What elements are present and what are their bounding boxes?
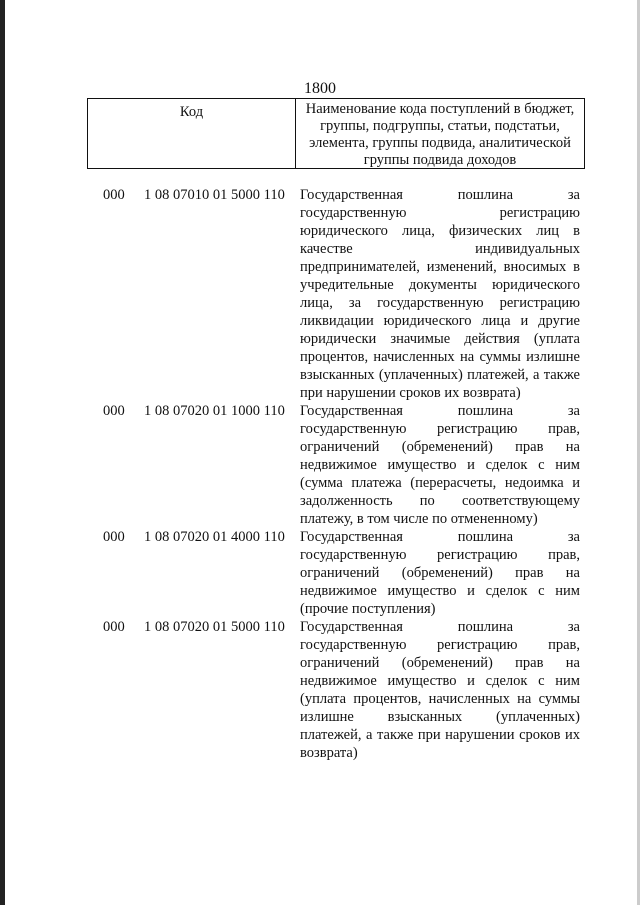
header-name-cell: Наименование кода поступлений в бюджет, группы, подгруппы, статьи, подстатьи, элемента, группы подвида, аналитической группы подвида доходов <box>305 101 575 168</box>
row-description: Государственная пошлина за государственную регистрацию прав, ограничений (обременений) прав на недвижимое имущество и сделок с ним (уплата процентов, начисленных на суммы излишне взысканных (уплаченных) платежей, а также при нарушении сроков их возврата) <box>300 619 580 761</box>
page-number: 1800 <box>304 80 336 97</box>
row-description: Государственная пошлина за государственную регистрацию прав, ограничений (обременений) прав на недвижимое имущество и сделок с ним (сумма платежа (перерасчеты, недоимка и задолженность по соответствующему платежу, в том числе по отмененному) <box>300 403 580 527</box>
row-admin-code: 000 <box>103 619 125 635</box>
table-body <box>0 186 640 762</box>
table-row <box>0 528 640 618</box>
row-admin-code: 000 <box>103 529 125 545</box>
table-row <box>0 186 640 402</box>
row-admin-code: 000 <box>103 403 125 419</box>
row-revenue-code: 1 08 07020 01 1000 110 <box>144 403 285 419</box>
header-code-cell: Код <box>88 99 296 168</box>
row-admin-code: 000 <box>103 187 125 203</box>
row-revenue-code: 1 08 07020 01 5000 110 <box>144 619 285 635</box>
row-description: Государственная пошлина за государственную регистрацию прав, ограничений (обременений) прав на недвижимое имущество и сделок с ним (прочие поступления) <box>300 529 580 617</box>
table-row <box>0 618 640 762</box>
row-description: Государственная пошлина за государственную регистрацию юридического лица, физических лиц в качестве индивидуальных предпринимателей, изменений, вносимых в учредительные документы юридического лица, за государственную регистрацию ликвидации юридического лица и другие юридически значимые действия (уплата процентов, начисленных на суммы излишне взысканных (уплаченных) платежей, а также при нарушении сроков их возврата) <box>300 187 580 401</box>
table-header <box>87 98 585 169</box>
row-revenue-code: 1 08 07020 01 4000 110 <box>144 529 285 545</box>
row-revenue-code: 1 08 07010 01 5000 110 <box>144 187 285 203</box>
table-row <box>0 402 640 528</box>
